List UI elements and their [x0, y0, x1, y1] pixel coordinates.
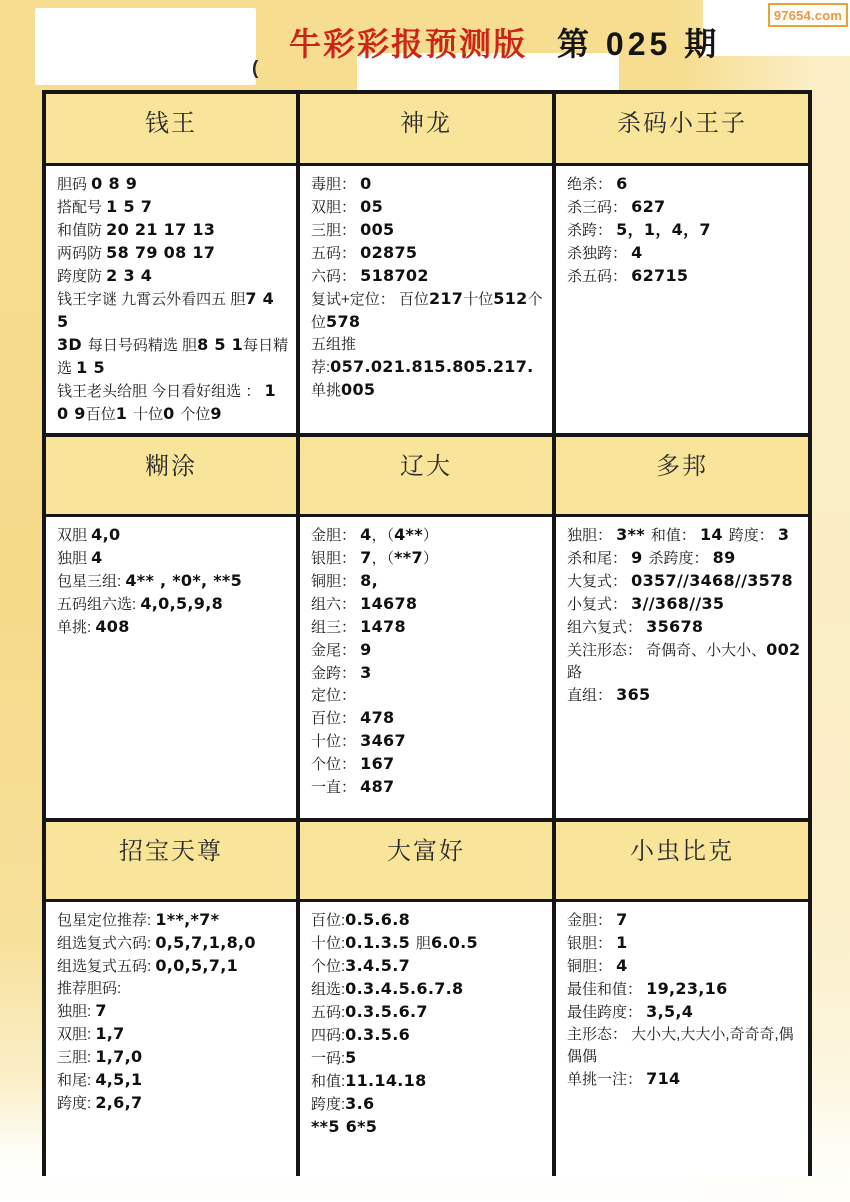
line-label: 金跨：: [311, 665, 361, 682]
line-label: 组六复式：: [567, 619, 647, 636]
line-label: 钱王老头给胆 今日看好组选 ：: [57, 383, 265, 400]
cell-line: [311, 265, 546, 288]
line-label: ）: [422, 527, 438, 544]
line-label: 个位: [311, 291, 543, 331]
line-label: 一码:: [311, 1050, 346, 1067]
line-label: 关注形态： 奇偶奇、小大小、: [567, 642, 767, 659]
line-label: 独胆：: [567, 527, 617, 544]
cell-line: [57, 288, 290, 334]
line-label: 和值防: [57, 222, 107, 239]
line-value: 6.0.5: [430, 933, 478, 952]
cell-line: [57, 219, 290, 242]
line-value: 0: [163, 404, 181, 423]
cell-line: [311, 242, 546, 265]
cell-title-xiaochong-bike: 小虫比克: [556, 822, 808, 902]
line-label: 两码防: [57, 245, 107, 262]
cell-title-hutu: 糊涂: [46, 437, 296, 517]
line-value: 9: [210, 404, 222, 423]
line-label: ，（: [371, 527, 395, 544]
line-label: 和尾:: [57, 1072, 96, 1089]
line-value: 627: [631, 197, 666, 216]
line-value: 4,5,1: [95, 1070, 143, 1089]
cell-line: [311, 1024, 546, 1047]
cell-line: [311, 776, 546, 799]
line-value: 58 79 08 17: [106, 243, 216, 262]
line-value: 4: [91, 548, 103, 567]
cell-line: [311, 219, 546, 242]
line-value: 3D: [57, 335, 88, 354]
line-label: 每日精选: [57, 337, 289, 377]
cell-line: [567, 684, 802, 707]
line-value: 002: [766, 640, 801, 659]
line-value: 3.6: [345, 1094, 375, 1113]
line-label: 小复式：: [567, 596, 632, 613]
line-label: 银胆：: [567, 935, 617, 952]
line-value: **7: [394, 548, 423, 567]
line-label: 六码：: [311, 268, 361, 285]
line-label: 百位: [85, 406, 116, 423]
line-value: 3467: [360, 731, 406, 750]
line-value: 005: [360, 220, 395, 239]
line-label: 每日号码精选 胆: [87, 337, 198, 354]
line-value: 714: [646, 1069, 681, 1088]
cell-body-liaoda: [300, 517, 552, 799]
line-value: 3.4.5.7: [345, 956, 411, 975]
line-value: 1 5 7: [106, 197, 153, 216]
line-label: 组选复式六码:: [57, 935, 156, 952]
cell-line: [57, 978, 290, 1000]
line-value: 1: [115, 404, 134, 423]
line-label: 个位: [180, 406, 211, 423]
line-value: 14678: [360, 594, 418, 613]
line-label: 定位：: [311, 687, 357, 704]
line-value: 1**,*7*: [155, 910, 220, 929]
line-label: 金尾：: [311, 642, 361, 659]
line-value: 89: [712, 548, 736, 567]
cell-line: [567, 1024, 802, 1068]
cell-body-dafuhao: [300, 902, 552, 1139]
line-label: 四码:: [311, 1027, 346, 1044]
cell-line: [57, 524, 290, 547]
cell-line: [311, 978, 546, 1001]
line-value: 3: [777, 525, 790, 544]
line-value: 0 8 9: [91, 174, 138, 193]
line-label: ）: [422, 550, 438, 567]
line-label: 路: [567, 664, 583, 681]
cell-body-qianwang: [46, 166, 296, 426]
cell-line: [311, 1116, 546, 1139]
cell-line: [57, 1069, 290, 1092]
line-label: 金胆：: [311, 527, 361, 544]
line-value: 408: [95, 617, 130, 636]
cell-line: [567, 173, 802, 196]
line-value: 3**: [616, 525, 651, 544]
cell-line: [567, 265, 802, 288]
line-value: 1,7: [95, 1024, 125, 1043]
cell-line: [311, 334, 546, 379]
line-label: 十位:: [311, 935, 346, 952]
cell-line: [311, 662, 546, 685]
line-label: 最佳和值：: [567, 981, 647, 998]
cell-line: [311, 1093, 546, 1116]
line-label: 毒胆：: [311, 176, 361, 193]
line-label: 铜胆：: [567, 958, 617, 975]
cell-line: [311, 1070, 546, 1093]
line-label: 双胆: [57, 527, 92, 544]
line-value: 4,0,5,9,8: [140, 594, 224, 613]
cell-line: [567, 242, 802, 265]
line-value: 02875: [360, 243, 418, 262]
line-value: 0: [360, 174, 372, 193]
cell-body-shama-xiaowangzi: [556, 166, 808, 288]
line-value: 8 5 1: [197, 335, 244, 354]
cell-line: [57, 932, 290, 955]
line-label: 杀三码：: [567, 199, 632, 216]
site-watermark: [768, 3, 848, 27]
line-value: 0.3.5.6: [345, 1025, 411, 1044]
line-value: 0.3.4.5.6.7.8: [345, 979, 464, 998]
prediction-cell-shama-xiaowangzi: [552, 94, 808, 433]
line-label: 和值：: [650, 527, 700, 544]
line-label: 组选:: [311, 981, 346, 998]
cell-line: [57, 570, 290, 593]
line-value: 4,0: [91, 525, 121, 544]
line-value: 4: [360, 525, 372, 544]
line-value: 217: [428, 289, 464, 308]
line-label: 五组推荐:: [311, 336, 357, 376]
line-value: 9: [631, 548, 649, 567]
line-label: 绝杀：: [567, 176, 617, 193]
line-label: 组选复式五码:: [57, 958, 156, 975]
cell-line: [311, 932, 546, 955]
line-label: 组六：: [311, 596, 361, 613]
cell-line: [567, 593, 802, 616]
line-label: 单挑一注：: [567, 1071, 647, 1088]
cell-line: [57, 334, 290, 380]
line-value: 512: [493, 289, 528, 308]
line-label: 一直：: [311, 779, 361, 796]
cell-line: [311, 288, 546, 334]
cell-line: [567, 524, 802, 570]
line-label: 胆: [415, 935, 431, 952]
line-label: 杀跨度：: [648, 550, 713, 567]
line-value: 3: [360, 663, 372, 682]
line-label: 个位:: [311, 958, 346, 975]
issue-number: 第 025 期: [557, 26, 721, 62]
cell-line: [57, 1046, 290, 1069]
cell-title-shama-xiaowangzi: 杀码小王子: [556, 94, 808, 166]
line-value: 8,: [360, 571, 378, 590]
line-label: 独胆: [57, 550, 92, 567]
line-value: 0.1.3.5: [345, 933, 416, 952]
prediction-cell-shenlong: [296, 94, 552, 433]
line-value: 0.5.6.8: [345, 910, 411, 929]
line-label: 双胆:: [57, 1026, 96, 1043]
line-value: 578: [326, 312, 361, 331]
line-label: 百位:: [311, 912, 346, 929]
line-label: 最佳跨度：: [567, 1004, 647, 1021]
line-label: 包星定位推荐:: [57, 912, 156, 929]
line-value: 5: [345, 1048, 357, 1067]
line-value: 1478: [360, 617, 406, 636]
cell-title-qianwang: 钱王: [46, 94, 296, 166]
line-value: 4**: [394, 525, 423, 544]
cell-line: [57, 547, 290, 570]
cell-line: [311, 955, 546, 978]
watermark-text: 97654.com: [773, 7, 843, 23]
line-label: 复试+定位： 百位: [311, 291, 429, 308]
line-value: 35678: [646, 617, 704, 636]
cell-line: [311, 379, 546, 402]
line-label: 跨度:: [57, 1095, 96, 1112]
line-value: 05: [360, 197, 384, 216]
line-label: 三胆:: [57, 1049, 96, 1066]
line-label: 个位：: [311, 756, 361, 773]
cell-line: [311, 707, 546, 730]
cell-line: [57, 1092, 290, 1115]
line-value: 487: [360, 777, 395, 796]
cell-line: [57, 242, 290, 265]
masthead: [289, 19, 720, 65]
cell-body-xiaochong-bike: [556, 902, 808, 1091]
line-value: 1 5: [76, 358, 105, 377]
cell-body-hutu: [46, 517, 296, 639]
line-value: 7: [360, 548, 372, 567]
cell-body-shenlong: [300, 166, 552, 402]
cell-line: [311, 593, 546, 616]
line-value: 20 21 17 13: [106, 220, 216, 239]
line-value: 62715: [631, 266, 689, 285]
prediction-cell-hutu: [46, 433, 296, 818]
line-value: 4** , *0*, **5: [125, 571, 243, 590]
line-label: 跨度:: [311, 1096, 346, 1113]
redaction-block-left: [35, 8, 259, 85]
page-title: 牛彩彩报预测版: [289, 26, 528, 62]
cell-title-zhaobao-tianzun: 招宝天尊: [46, 822, 296, 902]
line-label: 杀和尾：: [567, 550, 632, 567]
cell-line: [567, 932, 802, 955]
cell-line: [567, 978, 802, 1001]
cell-line: [57, 616, 290, 639]
cell-line: [567, 955, 802, 978]
line-value: 4: [616, 956, 628, 975]
line-value: 3,5,4: [646, 1002, 694, 1021]
line-value: 7: [616, 910, 628, 929]
prediction-cell-qianwang: [46, 94, 296, 433]
cell-line: [57, 1023, 290, 1046]
cell-line: [311, 547, 546, 570]
line-value: 0357//3468//3578: [631, 571, 793, 590]
line-value: 3//368//35: [631, 594, 725, 613]
cell-line: [311, 616, 546, 639]
line-value: 0,5,7,1,8,0: [155, 933, 256, 952]
cell-title-liaoda: 辽大: [300, 437, 552, 517]
cell-line: [567, 616, 802, 639]
prediction-cell-duobang: [552, 433, 808, 818]
line-value: 057.021.815.805.217.: [330, 357, 534, 376]
cell-body-duobang: [556, 517, 808, 707]
line-label: 单挑: [311, 382, 342, 399]
line-value: 2,6,7: [95, 1093, 143, 1112]
line-label: 胆码: [57, 176, 92, 193]
line-label: 主形态： 大小大,大大小,奇奇奇,偶偶偶: [567, 1026, 794, 1065]
cell-line: [311, 1001, 546, 1024]
cell-line: [57, 173, 290, 196]
cell-line: [57, 593, 290, 616]
cell-line: [57, 196, 290, 219]
line-label: 单挑:: [57, 619, 96, 636]
line-label: 五码组六选:: [57, 596, 141, 613]
line-label: 独胆:: [57, 1003, 96, 1020]
prediction-cell-liaoda: [296, 433, 552, 818]
line-label: 五码：: [311, 245, 361, 262]
cell-line: [57, 909, 290, 932]
cell-line: [311, 196, 546, 219]
line-label: 百位：: [311, 710, 361, 727]
prediction-cell-xiaochong-bike: [552, 818, 808, 1176]
line-label: 十位: [463, 291, 494, 308]
cell-line: [311, 753, 546, 776]
prediction-cell-zhaobao-tianzun: [46, 818, 296, 1176]
stray-mark: (: [252, 58, 259, 79]
line-value: 5，1，4，7: [616, 220, 711, 239]
line-value: 9: [360, 640, 372, 659]
line-value: 7 4 5: [57, 289, 275, 331]
line-value: 167: [360, 754, 395, 773]
line-label: ，（: [371, 550, 395, 567]
cell-line: [567, 639, 802, 684]
line-label: 跨度：: [728, 527, 778, 544]
cell-line: [311, 909, 546, 932]
line-label: 杀独跨：: [567, 245, 632, 262]
line-label: 十位：: [311, 733, 361, 750]
line-label: 钱王字谜 九霄云外看四五 胆: [57, 291, 246, 308]
cell-line: [57, 265, 290, 288]
line-value: 0.3.5.6.7: [345, 1002, 428, 1021]
line-label: 组三：: [311, 619, 361, 636]
line-label: 和值:: [311, 1073, 346, 1090]
cell-line: [567, 909, 802, 932]
cell-line: [567, 1001, 802, 1024]
cell-line: [57, 380, 290, 426]
line-label: 推荐胆码:: [57, 980, 122, 997]
line-value: 365: [616, 685, 651, 704]
line-value: 2 3 4: [106, 266, 153, 285]
line-label: 大复式：: [567, 573, 632, 590]
line-value: 1: [616, 933, 628, 952]
line-value: 6: [616, 174, 628, 193]
line-value: 478: [360, 708, 395, 727]
cell-line: [567, 1068, 802, 1091]
line-value: 518702: [360, 266, 429, 285]
cell-line: [311, 173, 546, 196]
line-label: 杀五码：: [567, 268, 632, 285]
cell-line: [311, 685, 546, 707]
line-value: 11.14.18: [345, 1071, 427, 1090]
cell-body-zhaobao-tianzun: [46, 902, 296, 1115]
prediction-board: [42, 90, 812, 1176]
cell-line: [311, 1047, 546, 1070]
cell-line: [311, 639, 546, 662]
line-value: 1 0 9: [57, 381, 276, 423]
line-label: 银胆：: [311, 550, 361, 567]
line-value: **5 6*5: [311, 1117, 378, 1136]
cell-line: [57, 1000, 290, 1023]
cell-line: [567, 196, 802, 219]
line-value: 005: [341, 380, 376, 399]
line-label: 包星三组:: [57, 573, 126, 590]
prediction-cell-dafuhao: [296, 818, 552, 1176]
line-value: 19,23,16: [646, 979, 728, 998]
line-label: 直组：: [567, 687, 617, 704]
line-value: 4: [631, 243, 643, 262]
line-value: 0,0,5,7,1: [155, 956, 239, 975]
line-value: 14: [699, 525, 729, 544]
cell-line: [311, 524, 546, 547]
line-label: 铜胆：: [311, 573, 361, 590]
cell-line: [311, 730, 546, 753]
line-value: 7: [95, 1001, 107, 1020]
cell-title-dafuhao: 大富好: [300, 822, 552, 902]
line-label: 三胆：: [311, 222, 361, 239]
line-value: 1,7,0: [95, 1047, 143, 1066]
line-label: 双胆：: [311, 199, 361, 216]
cell-title-shenlong: 神龙: [300, 94, 552, 166]
line-label: 金胆：: [567, 912, 617, 929]
cell-title-duobang: 多邦: [556, 437, 808, 517]
cell-line: [567, 570, 802, 593]
line-label: 五码:: [311, 1004, 346, 1021]
cell-line: [567, 219, 802, 242]
cell-line: [57, 955, 290, 978]
line-label: 十位: [133, 406, 164, 423]
line-label: 杀跨：: [567, 222, 617, 239]
line-label: 跨度防: [57, 268, 107, 285]
line-label: 搭配号: [57, 199, 107, 216]
cell-line: [311, 570, 546, 593]
